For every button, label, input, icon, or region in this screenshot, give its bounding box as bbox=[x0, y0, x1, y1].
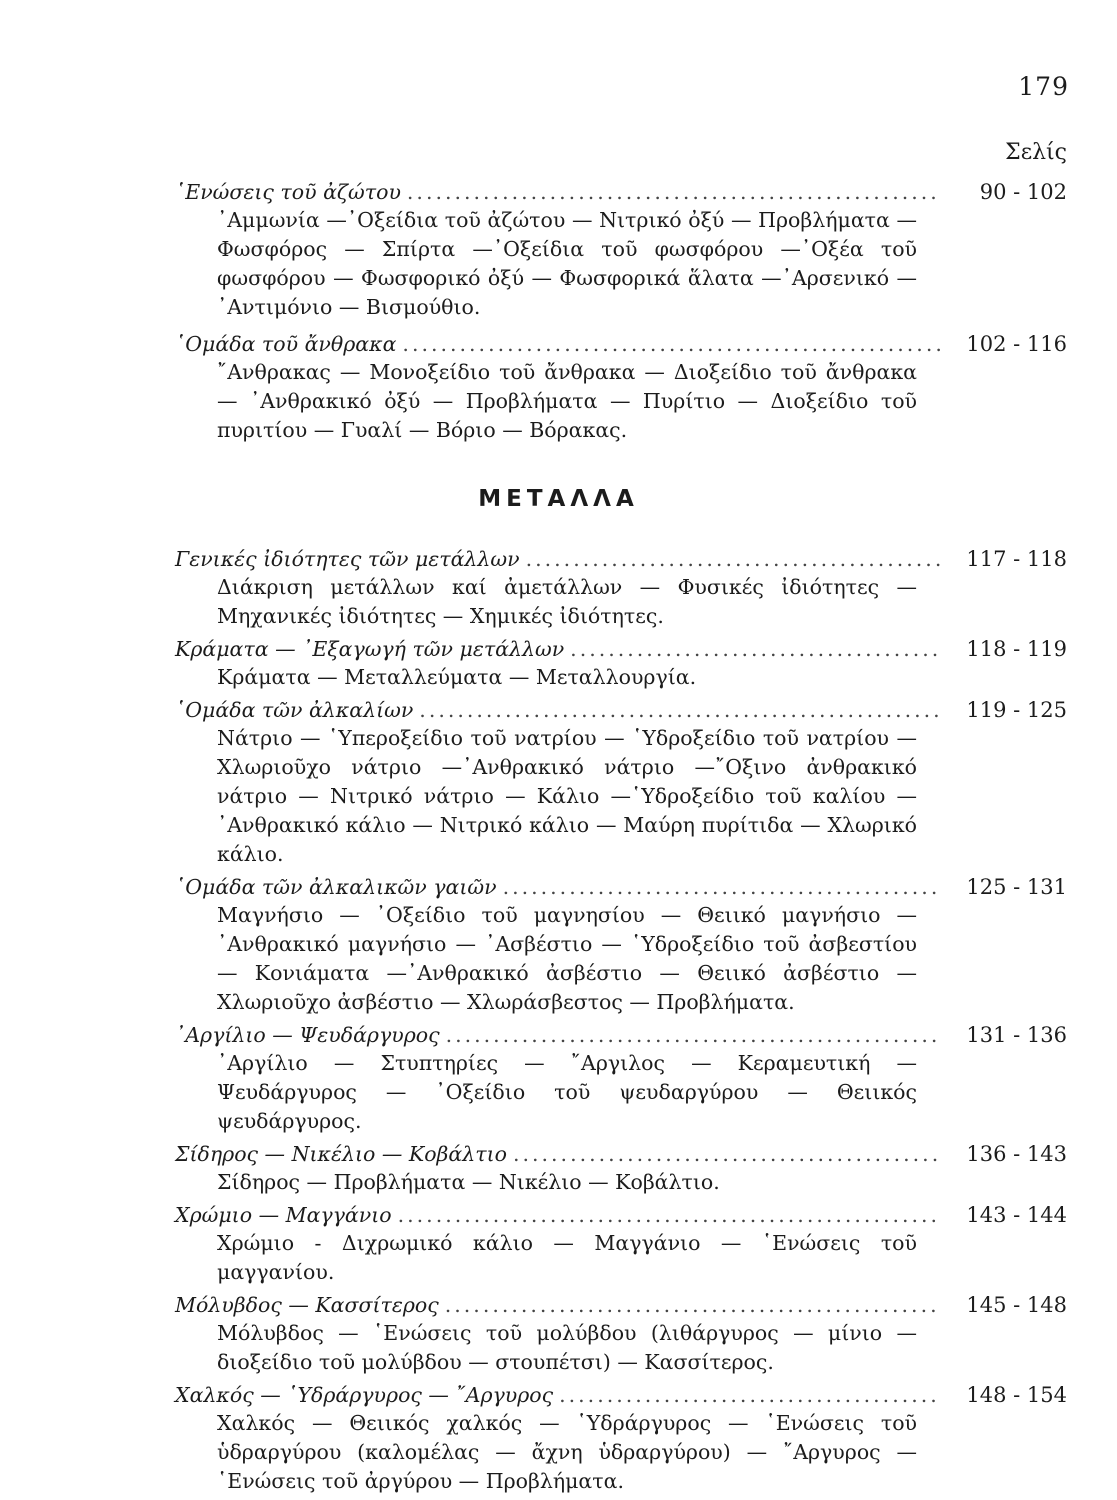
entry-pages: 145 - 148 bbox=[966, 1293, 1067, 1317]
entry-pages: 143 - 144 bbox=[966, 1203, 1067, 1227]
leader-dots bbox=[570, 635, 941, 663]
leader-dots bbox=[526, 545, 941, 573]
entry-pages: 117 - 118 bbox=[966, 547, 1067, 571]
entry-description: Μαγνήσιο — ᾿Οξείδιο τοῦ μαγνησίου — Θειικό μαγνήσιο —᾿Ανθρακικό μαγνήσιο — ᾿Ασβέστιο — ῾Υδροξείδιο τοῦ ἀσβεστίου — Κονιάματα —᾿Ανθρακικό ἀσβέστιο — Θειικό ἀσβέστιο — Χλωριοῦχο ἀσβέστιο — Χλωράσβεστος — Προβλήματα. bbox=[217, 903, 917, 1014]
pages-column-header: Σελίς bbox=[1005, 140, 1067, 165]
entry-title: Γενικές ἰδιότητες τῶν μετάλλων bbox=[175, 547, 520, 571]
entry-title: Χαλκός — ῾Υδράργυρος — ῎Αργυρος bbox=[175, 1383, 554, 1407]
toc-entry bbox=[175, 873, 1067, 1017]
entry-description: Κράματα — Μεταλλεύματα — Μεταλλουργία. bbox=[217, 665, 697, 689]
entry-title: Κράματα — ᾿Εξαγωγή τῶν μετάλλων bbox=[175, 637, 565, 661]
toc-entry bbox=[175, 635, 1067, 692]
toc-entry bbox=[175, 1140, 1067, 1197]
entry-pages: 131 - 136 bbox=[966, 1023, 1067, 1047]
entry-title: Σίδηρος — Νικέλιο — Κοβάλτιο bbox=[175, 1142, 507, 1166]
entry-pages: 119 - 125 bbox=[966, 698, 1067, 722]
entry-description: Χαλκός — Θειικός χαλκός — ῾Υδράργυρος — ῾Ενώσεις τοῦ ὑδραργύρου (καλομέλας — ἄχνη ὑδραργύρου) — ῎Αργυρος — ῾Ενώσεις τοῦ ἀργύρου — Προβλήματα. bbox=[217, 1411, 917, 1493]
toc-entry bbox=[175, 1291, 1067, 1377]
toc-entry bbox=[175, 1201, 1067, 1287]
leader-dots bbox=[445, 1291, 941, 1319]
entry-title: ᾿Αργίλιο — Ψευδάργυρος bbox=[175, 1023, 440, 1047]
entry-description: ῎Ανθρακας — Μονοξείδιο τοῦ ἄνθρακα — Διοξείδιο τοῦ ἄνθρακα — ᾿Ανθρακικό ὀξύ — Προβλήματα — Πυρίτιο — Διοξείδιο τοῦ πυριτίου — Γυαλί — Βόριο — Βόρακας. bbox=[217, 360, 917, 442]
toc-entry bbox=[175, 545, 1067, 631]
entry-description: Μόλυβδος — ῾Ενώσεις τοῦ μολύβδου (λιθάργυρος — μίνιο — διοξείδιο τοῦ μολύβδου — στουπέτσι) — Κασσίτερος. bbox=[217, 1321, 917, 1374]
entry-title: ῾Ομάδα τῶν ἀλκαλικῶν γαιῶν bbox=[175, 875, 497, 899]
leader-dots bbox=[398, 1201, 941, 1229]
toc-entry bbox=[175, 1381, 1067, 1496]
entry-description: Διάκριση μετάλλων καί ἀμετάλλων — Φυσικές ἰδιότητες — Μηχανικές ἰδιότητες — Χημικές ἰδιότητες. bbox=[217, 575, 917, 628]
section-heading: ΜΕΤΑΛΛΑ bbox=[478, 486, 639, 512]
toc-entry bbox=[175, 696, 1067, 869]
leader-dots bbox=[513, 1140, 941, 1168]
entry-pages: 90 - 102 bbox=[979, 180, 1067, 204]
entry-pages: 125 - 131 bbox=[966, 875, 1067, 899]
entry-pages: 118 - 119 bbox=[966, 637, 1067, 661]
entry-pages: 136 - 143 bbox=[966, 1142, 1067, 1166]
leader-dots bbox=[402, 330, 941, 358]
entry-title: ῾Ενώσεις τοῦ ἀζώτου bbox=[175, 180, 401, 204]
leader-dots bbox=[419, 696, 941, 724]
entry-title: ῾Ομάδα τῶν ἀλκαλίων bbox=[175, 698, 414, 722]
entry-description: ᾿Αμμωνία —᾿Οξείδια τοῦ ἀζώτου — Νιτρικό ὀξύ — Προβλήματα — Φωσφόρος — Σπίρτα —᾿Οξείδια τοῦ φωσφόρου —᾿Οξέα τοῦ φωσφόρου — Φωσφορικό ὀξύ — Φωσφορικά ἅλατα —᾿Αρσενικό — ᾿Αντιμόνιο — Βισμούθιο. bbox=[217, 208, 917, 319]
leader-dots bbox=[407, 178, 941, 206]
toc-entry bbox=[175, 330, 1067, 445]
toc-entry bbox=[175, 178, 1067, 322]
page-number: 179 bbox=[1018, 72, 1069, 101]
entry-pages: 102 - 116 bbox=[966, 332, 1067, 356]
leader-dots bbox=[559, 1381, 941, 1409]
toc-part-1 bbox=[175, 150, 1067, 449]
toc-entry bbox=[175, 1021, 1067, 1136]
entry-description: Νάτριο — ῾Υπεροξείδιο τοῦ νατρίου — ῾Υδροξείδιο τοῦ νατρίου — Χλωριοῦχο νάτριο —᾿Ανθρακικό νάτριο —῎Οξινο ἀνθρακικό νάτριο — Νιτρικό νάτριο — Κάλιο —῾Υδροξείδιο τοῦ καλίου —᾿Ανθρακικό κάλιο — Νιτρικό κάλιο — Μαύρη πυρίτιδα — Χλωρικό κάλιο. bbox=[217, 726, 917, 866]
entry-title: Μόλυβδος — Κασσίτερος bbox=[175, 1293, 439, 1317]
entry-description: Χρώμιο - Διχρωμικό κάλιο — Μαγγάνιο — ῾Ενώσεις τοῦ μαγγανίου. bbox=[217, 1231, 917, 1284]
entry-title: ῾Ομάδα τοῦ ἄνθρακα bbox=[175, 332, 397, 356]
toc-part-2 bbox=[175, 545, 1067, 1500]
leader-dots bbox=[503, 873, 941, 901]
entry-description: Σίδηρος — Προβλήματα — Νικέλιο — Κοβάλτιο. bbox=[217, 1170, 720, 1194]
entry-title: Χρώμιο — Μαγγάνιο bbox=[175, 1203, 392, 1227]
entry-pages: 148 - 154 bbox=[966, 1383, 1067, 1407]
leader-dots bbox=[446, 1021, 941, 1049]
entry-description: ᾿Αργίλιο — Στυπτηρίες — ῎Αργιλος — Κεραμευτική — Ψευδάργυρος — ᾿Οξείδιο τοῦ ψευδαργύρου — Θειικός ψευδάργυρος. bbox=[217, 1051, 917, 1133]
